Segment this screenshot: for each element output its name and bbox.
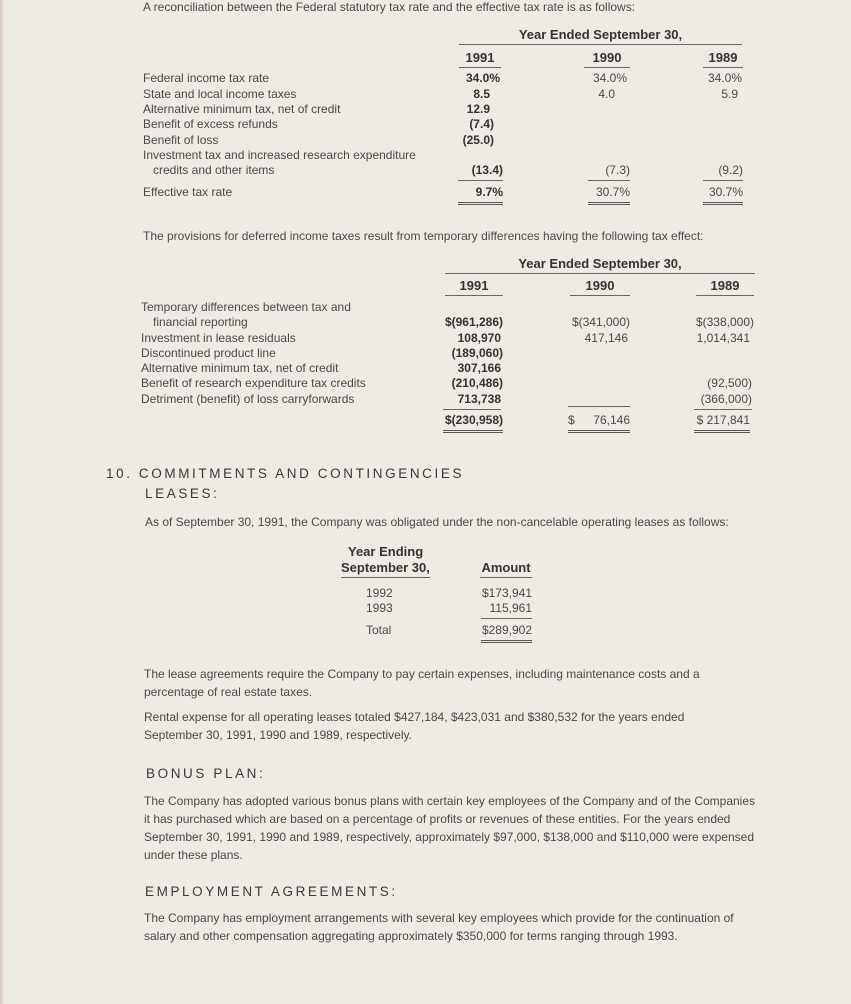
deferred-cell-1991: 307,166: [457, 361, 501, 375]
deferred-cell-1989: (92,500): [707, 376, 752, 390]
recon-row-label: Benefit of loss: [143, 133, 219, 147]
deferred-year-1991: 1991: [445, 278, 503, 296]
recon-cell-1991: (25.0): [462, 133, 494, 147]
recon-cell-1989: 34.0%: [707, 71, 742, 85]
recon-cell-1989: 30.7%: [703, 185, 743, 205]
recon-year-1991: 1991: [459, 50, 501, 68]
recon-cell-1991: 34.0%: [465, 71, 500, 85]
lease-total-amount: $289,902: [481, 623, 532, 643]
bonus-heading: BONUS PLAN:: [146, 766, 266, 781]
deferred-total-1990: [568, 413, 630, 433]
deferred-total-1990-value: 76,146: [593, 413, 630, 427]
recon-cell-1990: 4.0: [598, 87, 615, 101]
lease-year: 1992: [366, 586, 393, 600]
deferred-intro: The provisions for deferred income taxes result from temporary differences having the following tax effect:: [143, 229, 704, 243]
recon-row-label: Benefit of excess refunds: [143, 117, 278, 131]
recon-row-label: Federal income tax rate: [143, 71, 270, 85]
section-title: 10. COMMITMENTS AND CONTINGENCIES: [106, 466, 465, 481]
dollar-sign: $: [568, 413, 575, 427]
lease-col1-header: Year Ending: [348, 544, 424, 559]
recon-row-label: credits and other items: [153, 163, 275, 177]
recon-row-label: State and local income taxes: [143, 87, 297, 101]
deferred-cell-1990: $(341,000): [571, 315, 630, 329]
lease-year: 1993: [366, 601, 393, 615]
deferred-row-label: Alternative minimum tax, net of credit: [141, 361, 339, 375]
deferred-cell-1991: (189,060): [451, 346, 503, 360]
lease-paragraph-1: The lease agreements require the Company to pay certain expenses, including maintenance costs and a percentage of real estate taxes.: [144, 667, 700, 699]
leases-heading: LEASES:: [145, 486, 220, 501]
deferred-cell-1991: 713,738: [443, 392, 501, 410]
recon-cell-1991: 8.5: [473, 87, 490, 101]
recon-row-label: Alternative minimum tax, net of credit: [143, 102, 341, 116]
lease-col2-header: Amount: [480, 560, 532, 578]
deferred-row-label: Benefit of research expenditure tax credits: [141, 376, 366, 390]
recon-cell-1989: (9.2): [703, 163, 743, 181]
deferred-cell-1991: (210,486): [451, 376, 503, 390]
lease-paragraph-2: Rental expense for all operating leases totaled $427,184, $423,031 and $380,532 for the years ended September 30, 1991, 1990 and 1989, respectively.: [144, 710, 685, 742]
deferred-row-label: Detriment (benefit) of loss carryforwards: [141, 392, 355, 406]
recon-year-1990: 1990: [584, 50, 630, 68]
deferred-total-1991: $(230,958): [443, 413, 503, 433]
deferred-total-1989: $ 217,841: [694, 413, 750, 433]
deferred-cell-1989: 1,014,341: [696, 331, 750, 345]
deferred-cell-1989: $(338,000): [695, 315, 754, 329]
reconciliation-intro: A reconciliation between the Federal statutory tax rate and the effective tax rate is as follows:: [143, 0, 636, 14]
recon-row-label: Investment tax and increased research expenditure: [143, 148, 416, 162]
deferred-row-label: Discontinued product line: [141, 346, 276, 360]
deferred-row-label: Investment in lease residuals: [141, 331, 296, 345]
recon-cell-1991: (13.4): [458, 163, 503, 181]
deferred-underline-1990: [568, 406, 630, 407]
recon-group-header: Year Ended September 30,: [459, 27, 742, 45]
bonus-paragraph: The Company has adopted various bonus plans with certain key employees of the Company and of the Companies it has purchased which are based on a percentage of profits or revenues of these entities. For the years ended September 30, 1991, 1990 and 1989, respectively, approximately $97,000, $138,000 and $110,000 were expensed under these plans.: [144, 794, 756, 862]
recon-cell-1991: 12.9: [466, 102, 490, 116]
page-edge: [0, 0, 4, 1004]
deferred-cell-1990: 417,146: [584, 331, 628, 345]
recon-cell-1990: 34.0%: [592, 71, 627, 85]
deferred-cell-1989: (366,000): [694, 392, 752, 410]
employment-heading: EMPLOYMENT AGREEMENTS:: [145, 884, 398, 899]
leases-intro: As of September 30, 1991, the Company was obligated under the non-cancelable operating leases as follows:: [145, 515, 729, 529]
deferred-cell-1991: $(961,286): [444, 315, 503, 329]
deferred-year-1990: 1990: [570, 278, 630, 296]
recon-cell-1991: 9.7%: [458, 185, 503, 205]
recon-cell-1991: (7.4): [469, 117, 494, 131]
lease-col1-header-line2: September 30,: [341, 560, 430, 578]
lease-amount: $173,941: [481, 586, 532, 600]
recon-cell-1990: 30.7%: [588, 185, 630, 205]
recon-cell-1990: (7.3): [588, 163, 630, 181]
recon-cell-1989: 5.9: [721, 87, 738, 101]
recon-year-1989: 1989: [703, 50, 743, 68]
recon-row-label: Effective tax rate: [143, 185, 233, 199]
deferred-cell-1991: 108,970: [457, 331, 501, 345]
lease-total-label: Total: [366, 623, 392, 637]
deferred-row-label: financial reporting: [153, 315, 248, 329]
deferred-year-1989: 1989: [696, 278, 754, 296]
deferred-group-header: Year Ended September 30,: [445, 256, 755, 274]
deferred-row-label: Temporary differences between tax and: [141, 300, 351, 314]
employment-paragraph: The Company has employment arrangements with several key employees which provide for the continuation of salary and other compensation aggregating approximately $350,000 for terms ranging through 1993.: [144, 911, 734, 943]
lease-amount: 115,961: [481, 601, 532, 619]
